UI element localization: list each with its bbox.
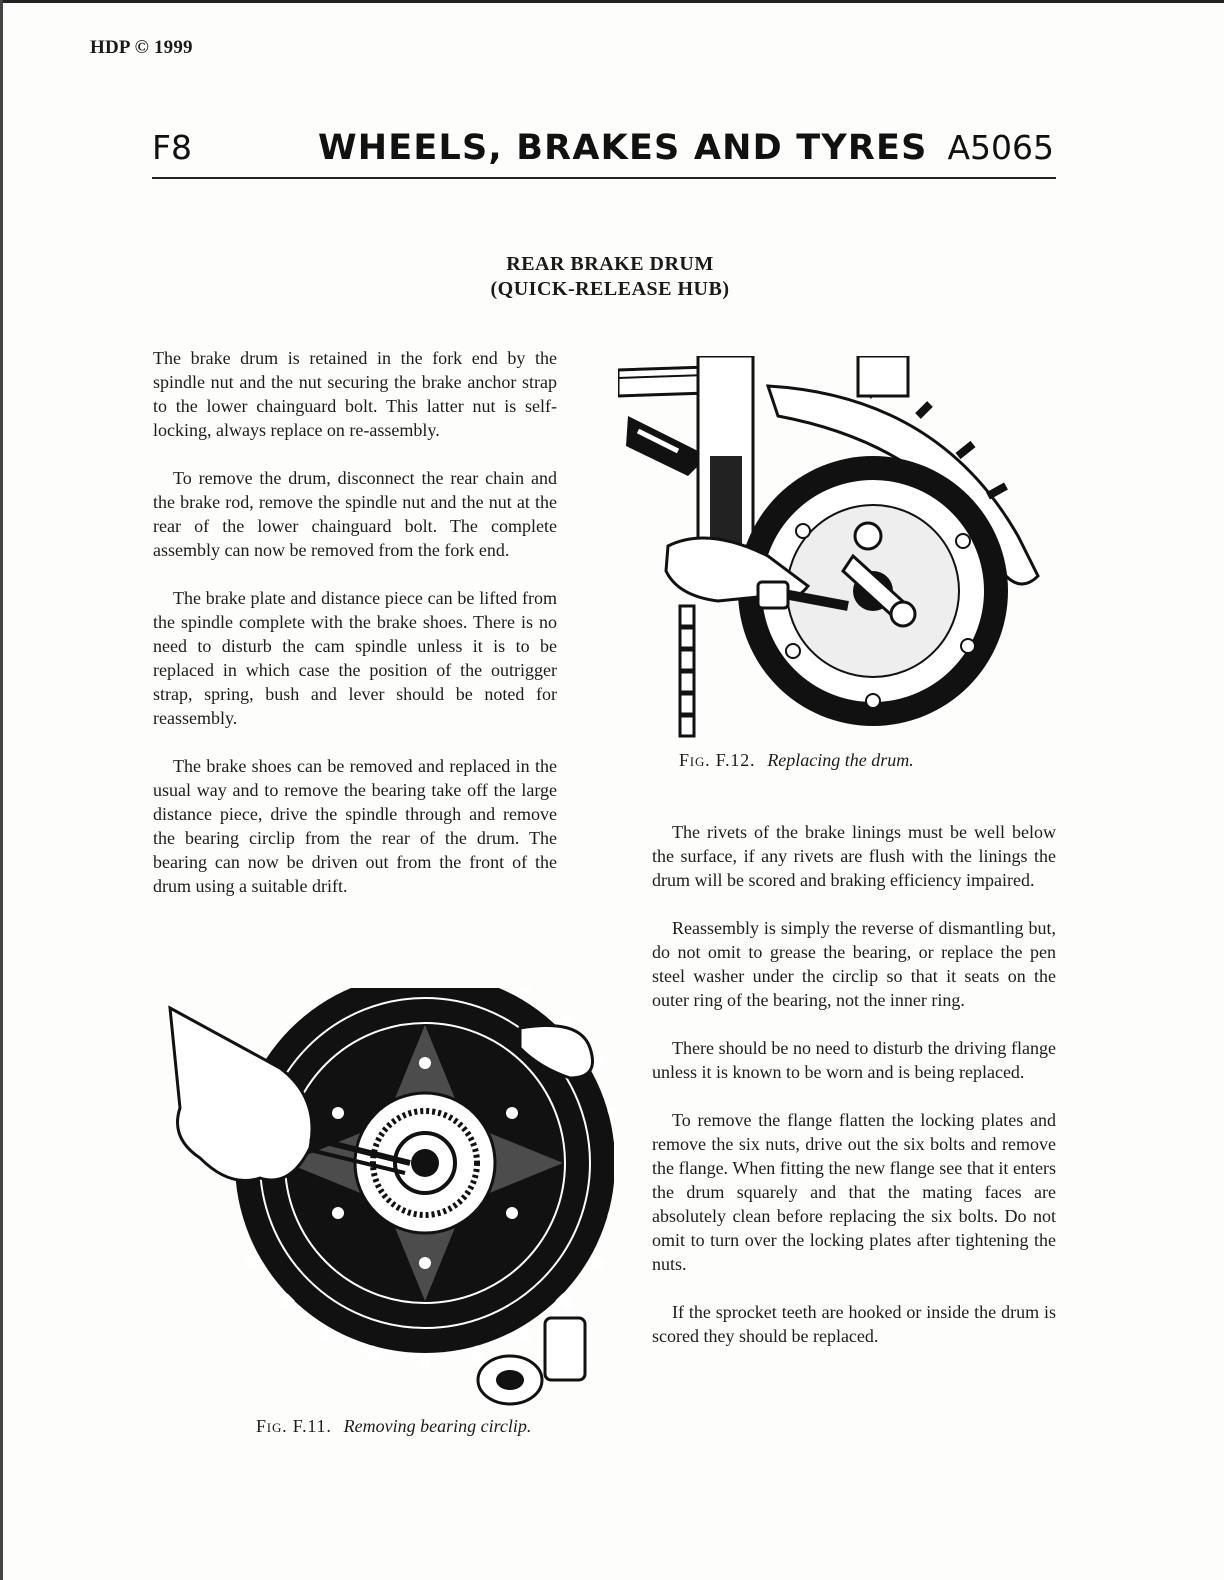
section-heading [360,252,860,302]
figure-replacing-drum [618,356,1040,740]
drum-fitting-illustration [618,356,1040,740]
section-heading-line1: REAR BRAKE DRUM [506,253,714,275]
section-code: F8 [152,128,192,167]
body-paragraph: The brake shoes can be removed and replaced in the usual way and to remove the bearing take off the large distance piece, drive the spindle through and remove the bearing circlip from the rear of the drum. The bearing can now be driven out from the front of the drum using a suitable drift. [153,756,557,896]
body-paragraph: The brake plate and distance piece can be lifted from the spindle complete with the brake shoes. There is no need to disturb the cam spindle unless it is to be replaced in which case the position of the outrigger strap, spring, bush and lever should be noted for reassembly. [153,588,557,728]
scan-edge-left [0,0,3,1580]
body-paragraph: If the sprocket teeth are hooked or inside the drum is scored they should be replaced. [652,1302,1056,1346]
figure-caption-text: Removing bearing circlip. [343,1416,532,1436]
copyright-notice: HDP © 1999 [90,37,193,58]
figure-label: Fig. F.12. [679,750,756,770]
figure-caption-f11 [256,1416,531,1437]
figure-caption-f12 [679,750,914,771]
body-paragraph: To remove the flange flatten the locking plates and remove the six nuts, drive out the six bolts and remove the flange. When fitting the new flange see that it enters the drum squarely and that the mating faces are absolutely clean before replacing the six bolts. Do not omit to turn over the locking plates after tightening the nuts. [652,1110,1056,1274]
right-column [652,820,1056,1372]
figure-caption-text: Replacing the drum. [767,750,914,770]
body-paragraph: The brake drum is retained in the fork end by the spindle nut and the nut securing the brake anchor strap to the lower chainguard bolt. This latter nut is self-locking, always replace on re-assembly. [153,348,557,440]
body-paragraph: To remove the drum, disconnect the rear chain and the brake rod, remove the spindle nut and the nut at the rear of the lower chainguard bolt. The complete assembly can now be removed from the fork end. [153,468,557,560]
body-paragraph: Reassembly is simply the reverse of dismantling but, do not omit to grease the bearing, or replace the pen steel washer under the circlip so that it seats on the outer ring of the bearing, not the inner ring. [652,918,1056,1010]
header-rule [152,177,1056,179]
page-title: WHEELS, BRAKES AND TYRES [318,128,928,168]
body-paragraph: There should be no need to disturb the driving flange unless it is known to be worn and is being replaced. [652,1038,1056,1082]
section-heading-line2: (QUICK-RELEASE HUB) [490,278,730,300]
figure-label: Fig. F.11. [256,1416,332,1436]
scan-edge-top [0,0,1224,3]
figure-removing-circlip [160,988,614,1412]
left-column [153,346,557,922]
circlip-removal-illustration [160,988,614,1412]
page-reference: A5065 [947,128,1054,167]
body-paragraph: The rivets of the brake linings must be well below the surface, if any rivets are flush with the linings the drum will be scored and braking efficiency impaired. [652,822,1056,890]
